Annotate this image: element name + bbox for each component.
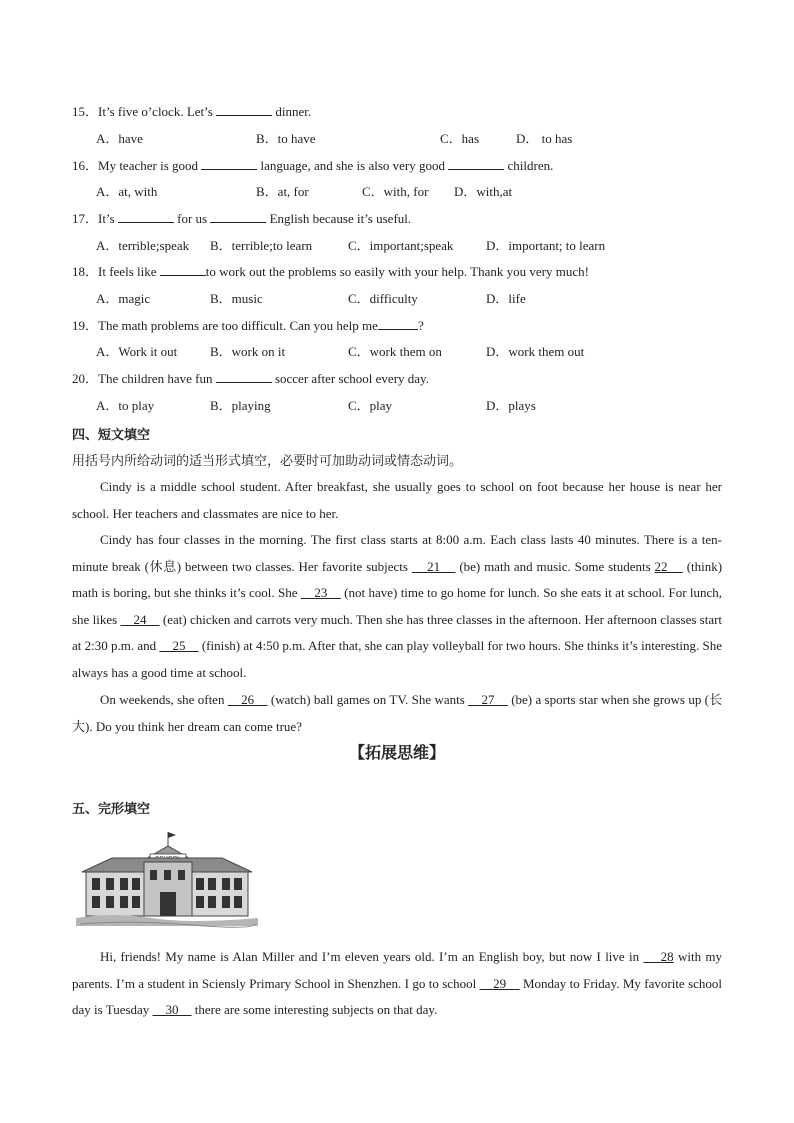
option-c[interactable]: C．with, for [362, 184, 429, 199]
options-20 [96, 397, 716, 415]
answer-blank-25[interactable]: 25 [172, 638, 186, 654]
section-title-expand: 【拓展思维】 [348, 743, 445, 762]
cloze-paragraph-1: Hi, friends! My name is Alan Miller and I’m eleven years old. I’m an English boy, but now I live in 28 with my parents. I’m a student in Sciensly Primary School in Shenzhen. I go to school 29 Monday to Friday. My favorite school day is Tuesday 30 there are some interesting subjects on that day. [72, 949, 723, 1018]
answer-blank-30[interactable]: 30 [165, 1002, 179, 1018]
answer-blank[interactable] [448, 157, 504, 170]
answer-blank[interactable] [216, 370, 272, 383]
option-c[interactable]: C．difficulty [348, 291, 418, 306]
options-16 [96, 183, 716, 201]
option-c[interactable]: C．important;speak [348, 238, 454, 253]
answer-blank[interactable] [210, 210, 266, 223]
passage-paragraph-1: Cindy is a middle school student. After breakfast, she usually goes to school on foot because her house is near her school. Her teachers and classmates are nice to her. [72, 479, 722, 521]
question-20: 20．The children have fun soccer after school every day. [72, 371, 429, 386]
answer-blank-24[interactable]: 24 [133, 611, 147, 627]
option-d[interactable]: D．work them out [486, 344, 585, 359]
option-b[interactable]: B．work on it [210, 344, 286, 359]
question-15: 15．It’s five o’clock. Let’s dinner. [72, 104, 312, 119]
answer-blank[interactable] [160, 263, 206, 276]
question-17: 17．It’s for us English because it’s useful. [72, 211, 412, 226]
question-18: 18．It feels like to work out the problems so easily with your help. Thank you very much! [72, 264, 589, 279]
answer-blank[interactable] [216, 103, 272, 116]
option-d[interactable]: D．life [486, 291, 526, 306]
section-heading-4: 四、短文填空 [72, 428, 151, 443]
option-b[interactable]: B．terrible;to learn [210, 238, 313, 253]
answer-blank-29[interactable]: 29 [493, 975, 507, 991]
answer-blank[interactable] [118, 210, 174, 223]
option-a[interactable]: A．terrible;speak [96, 238, 190, 253]
option-c[interactable]: C．has [440, 131, 480, 146]
option-c[interactable]: C．work them on [348, 344, 442, 359]
answer-blank-26[interactable]: 26 [241, 692, 255, 707]
option-c[interactable]: C．play [348, 398, 393, 413]
option-a[interactable]: A．at, with [96, 184, 158, 199]
passage-paragraph-3: On weekends, she often 26 (watch) ball games on TV. She wants 27 (be) a sports star when she grows up (长大). Do you think her dream can come true? [72, 692, 723, 734]
answer-blank-28[interactable]: 28 [660, 949, 674, 964]
options-19 [96, 343, 716, 361]
option-d[interactable]: D．plays [486, 398, 536, 413]
school-building-illustration [72, 826, 262, 931]
passage-paragraph-2: Cindy has four classes in the morning. The first class starts at 8:00 a.m. Each class lasts 40 minutes. There is a ten-minute break (休息) between two classes. Her favorite subjects 21 (be) math and music. Some students 22 (think) math is boring, but she thinks it’s cool. She 23 (not have) time to go home for lunch. So she eats it at school. For lunch, she likes 24 (eat) chicken and carrots very much. Then she has three classes in the afternoon. Her afternoon classes start at 2:30 p.m. and 25 (finish) at 4:50 p.m. After that, she can play volleyball for two hours. She thinks it’s interesting. She always has a good time at school. [72, 532, 723, 680]
option-a[interactable]: A．to play [96, 398, 155, 413]
option-a[interactable]: A．magic [96, 291, 151, 306]
answer-blank-23[interactable]: 23 [314, 585, 328, 601]
answer-blank[interactable] [201, 157, 257, 170]
options-18 [96, 290, 716, 308]
options-15 [96, 130, 716, 148]
section-heading-5: 五、完形填空 [72, 802, 151, 817]
option-d[interactable]: D．important; to learn [486, 238, 606, 253]
answer-blank[interactable] [378, 317, 418, 330]
option-b[interactable]: B．at, for [256, 184, 309, 199]
answer-blank-22[interactable]: 22 [654, 558, 668, 574]
option-b[interactable]: B．music [210, 291, 263, 306]
answer-blank-21[interactable]: 21 [427, 558, 441, 574]
answer-blank-27[interactable]: 27 [481, 692, 495, 707]
option-d[interactable]: D．with,at [454, 184, 513, 199]
question-19: 19．The math problems are too difficult. Can you help me ? [72, 318, 424, 333]
option-b[interactable]: B．to have [256, 131, 316, 146]
option-a[interactable]: A．have [96, 131, 143, 146]
options-17 [96, 237, 716, 255]
option-d[interactable]: D． to has [516, 131, 573, 146]
option-b[interactable]: B．playing [210, 398, 271, 413]
section-instruction: 用括号内所给动词的适当形式填空，必要时可加助动词或情态动词。 [72, 454, 463, 469]
question-16: 16．My teacher is good language, and she is also very good children. [72, 158, 554, 173]
option-a[interactable]: A．Work it out [96, 344, 178, 359]
